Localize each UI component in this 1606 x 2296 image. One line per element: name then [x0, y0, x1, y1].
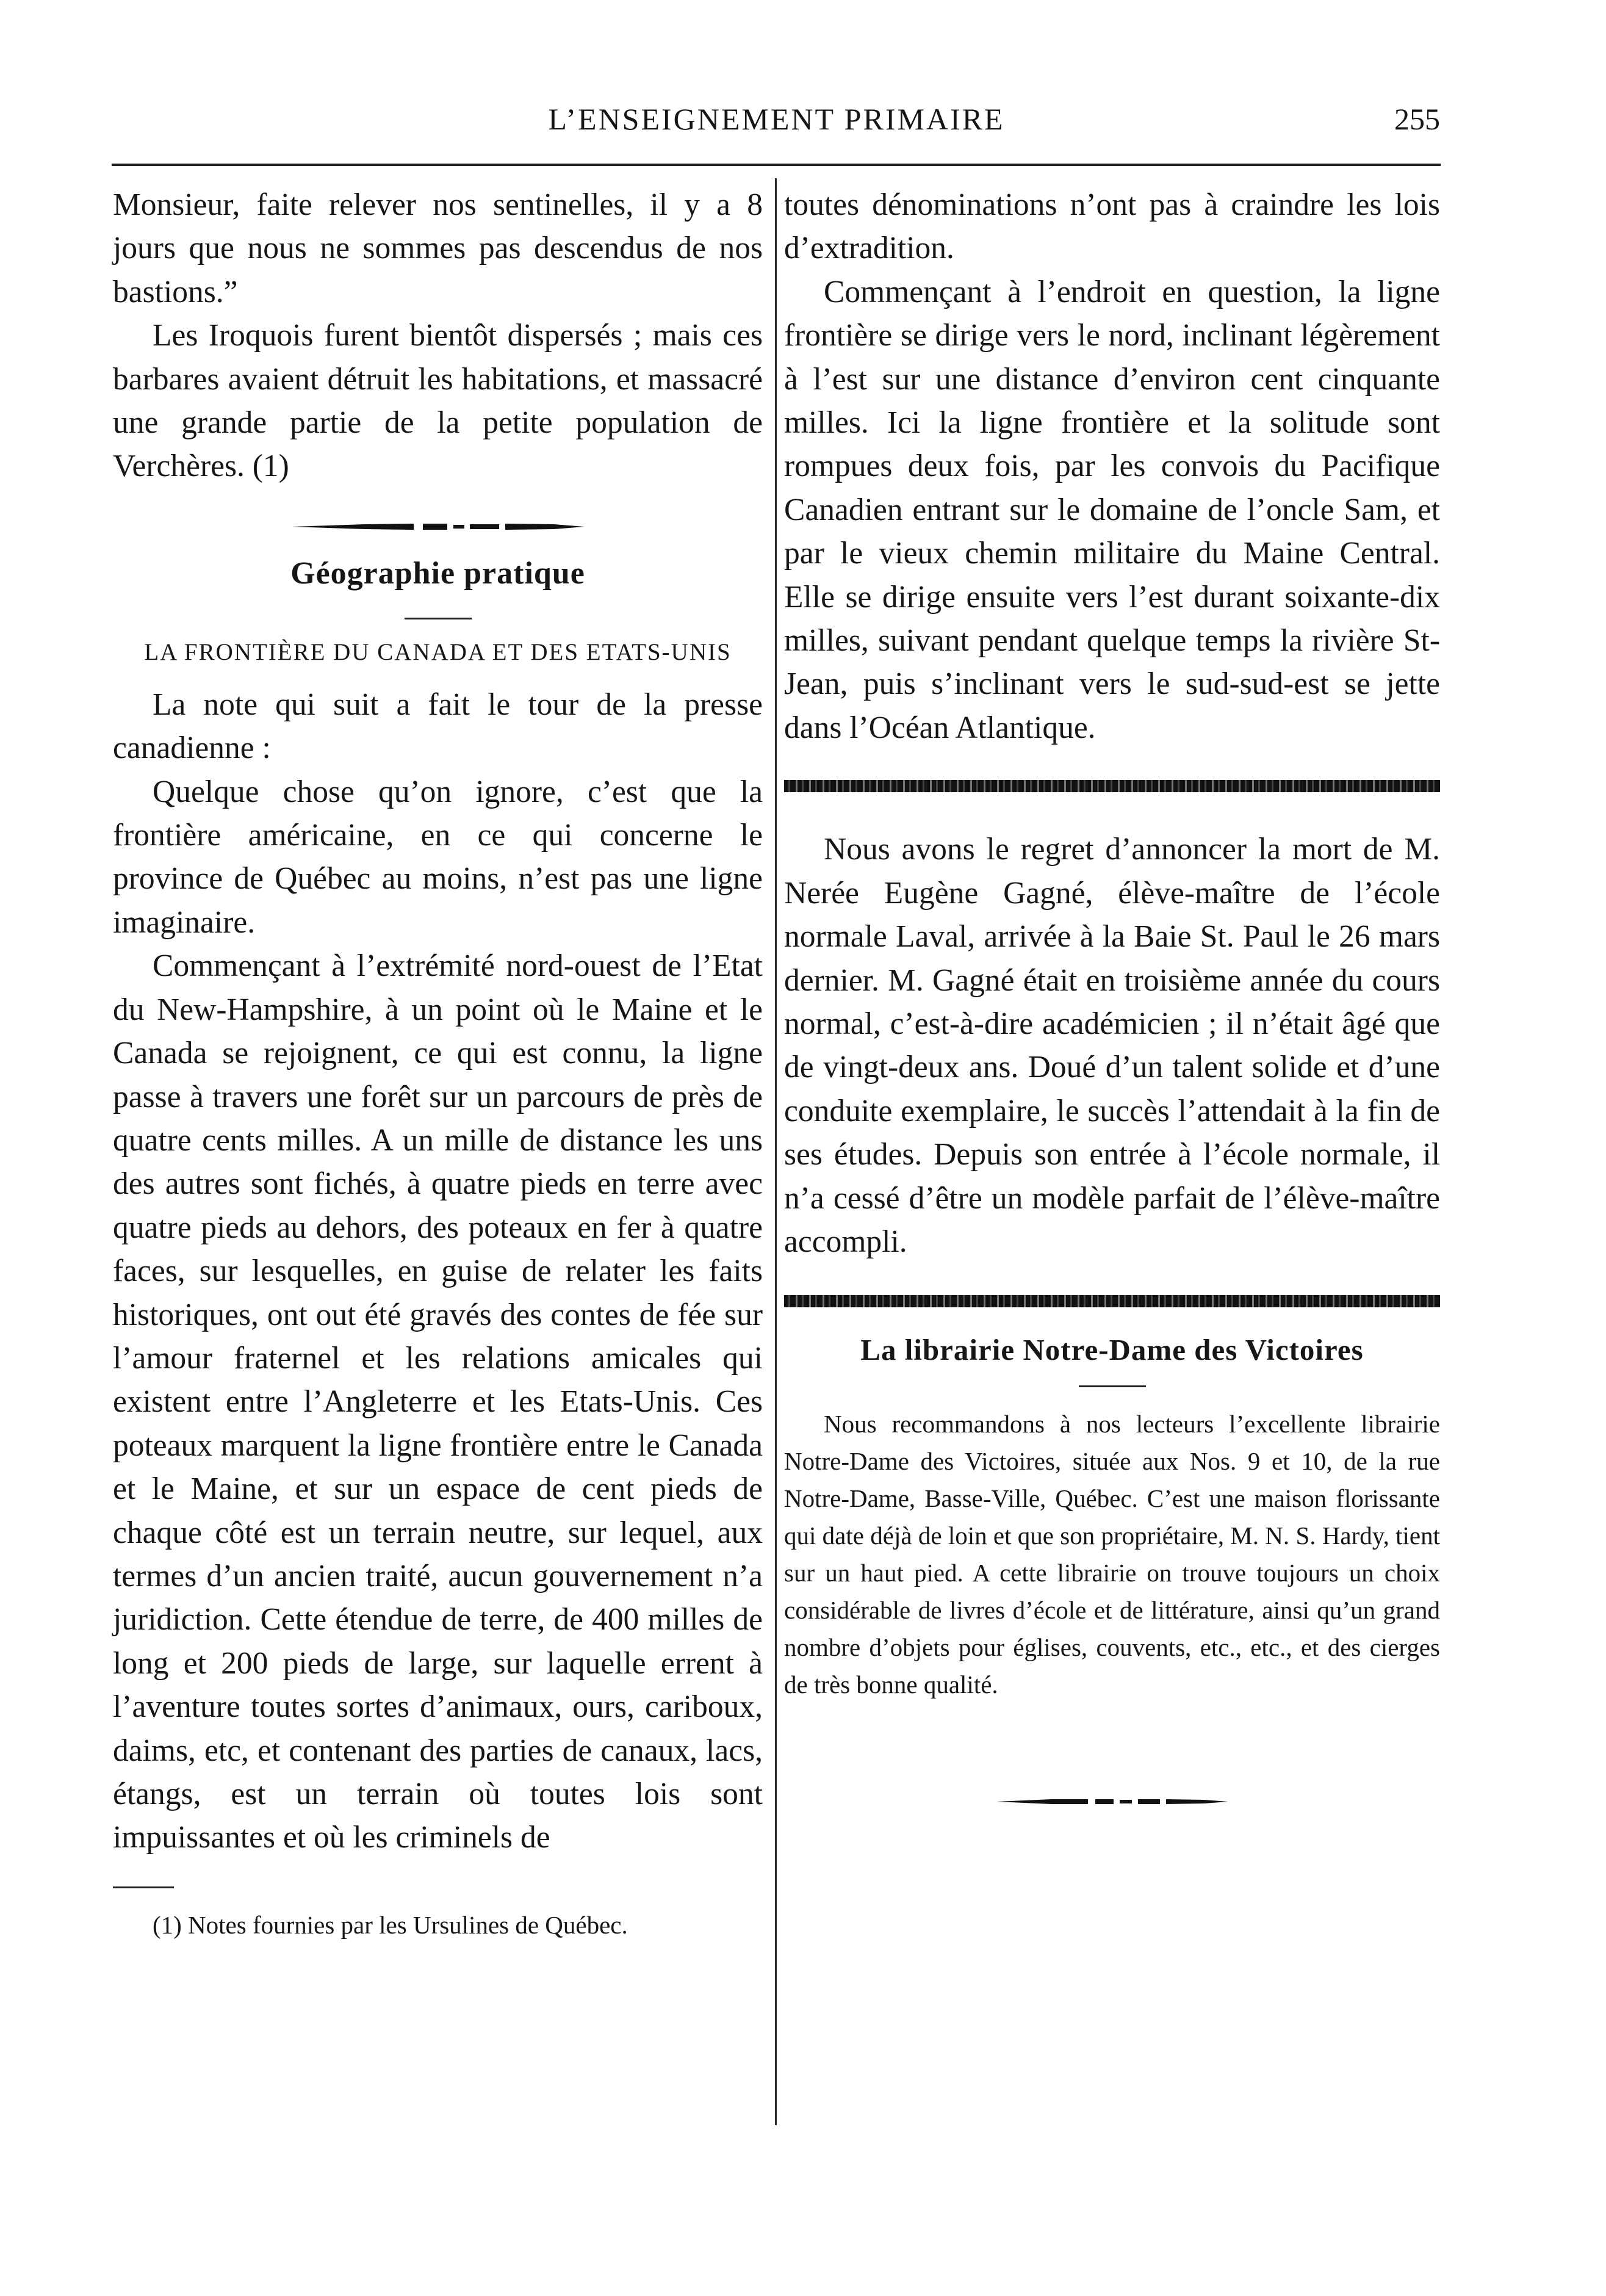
header-rule [112, 164, 1441, 166]
separator-bar [784, 1295, 1440, 1307]
right-column [784, 183, 1440, 1808]
column-divider [775, 178, 777, 2125]
page-header [113, 92, 1440, 146]
right-paragraph-2: Commençant à l’endroit en question, la ligne frontière se dirige vers le nord, inclinant légèrement à l’est sur une distance d’environ cent cinquante milles. Ici la ligne frontière et la solitude sont rompues deux fois, par les convois du Pacifique Canadien entrant sur le domaine de l’oncle Sam, et par le vieux chemin militaire du Maine Central. Elle se dirige ensuite vers l’est durant soixante-dix milles, suivant pendant quelque temps la rivière St-Jean, puis s’inclinant vers le sud-sud-est se jette dans l’Océan Atlantique. [784, 274, 1440, 745]
right-paragraph-4: Nous recommandons à nos lecteurs l’excellente librairie Notre-Dame des Victoires, située aux Nos. 9 et 10, de la rue Notre-Dame, Basse-Ville, Québec. C’est une maison florissante qui date déjà de loin et que son propriétaire, M. N. S. Hardy, tient sur un haut pied. A cette librairie on trouve toujours un choix considérable de livres d’école et de littérature, ainsi qu’un grand nombre d’objets pour églises, couvents, etc., etc., et des cierges de très bonne qualité. [784, 1410, 1440, 1699]
left-paragraph-5: Commençant à l’extrémité nord-ouest de l’Etat du New-Hampshire, à un point où le Maine et le Canada se rejoignent, ce qui est connu, la ligne passe à travers une forêt sur un parcours de près de quatre cents milles. A un mille de distance les uns des autres sont fichés, à quatre pieds en terre avec quatre pieds au dehors, des poteaux en fer à quatre faces, sur lesquelles, en guise de relater les faits historiques, ont out été gravés des contes de fée sur l’amour fraternel et les relations amicales qui existent entre l’Angleterre et les Etats-Unis. Ces poteaux marquent la ligne frontière entre le Canada et le Maine, et sur un espace de cent pieds de chaque côté est un terrain neutre, sur lequel, aux termes d’un ancien traité, aucun gouvernement n’a juridiction. Cette étendue de terre, de 400 milles de long et 200 pieds de large, sur laquelle errent à l’aventure toutes sortes d’animaux, ours, cariboux, daims, etc, et contenant des parties de canaux, lacs, étangs, est un terrain où toutes lois sont impuissantes et où les criminels de [113, 948, 763, 1855]
section-subheading: LA FRONTIÈRE DU CANADA ET DES ETATS-UNIS [144, 638, 732, 665]
section-ornament [292, 519, 585, 535]
section-title: La librairie Notre-Dame des Victoires [860, 1333, 1364, 1367]
title-rule [405, 618, 472, 619]
left-column [113, 183, 763, 1943]
footnote-rule [113, 1886, 174, 1888]
left-paragraph-4: Quelque chose qu’on ignore, c’est que la frontière américaine, en ce qui concerne le province de Québec au moins, n’est pas une ligne imaginaire. [113, 774, 763, 940]
left-paragraph-1: Monsieur, faite relever nos sentinelles, il y a 8 jours que nous ne sommes pas descendus de nos bastions.” [113, 187, 763, 309]
title-rule [1079, 1385, 1146, 1387]
section-title: Géographie pratique [290, 555, 585, 591]
closing-ornament [996, 1795, 1228, 1808]
left-paragraph-3: La note qui suit a fait le tour de la presse canadienne : [113, 687, 763, 766]
running-title: L’ENSEIGNEMENT PRIMAIRE [548, 102, 1005, 136]
right-paragraph-1: toutes dénominations n’ont pas à craindre les lois d’extradition. [784, 187, 1440, 266]
footnote: (1) Notes fournies par les Ursulines de Québec. [153, 1910, 628, 1939]
page-number: 255 [1394, 102, 1440, 136]
separator-bar [784, 780, 1440, 792]
right-paragraph-3: Nous avons le regret d’annoncer la mort de M. Nerée Eugène Gagné, élève-maître de l’école normale Laval, arrivée à la Baie St. Paul le 26 mars dernier. M. Gagné était en troisième année du cours normal, c’est-à-dire académicien ; il n’était âgé que de vingt-deux ans. Doué d’un talent solide et d’une conduite exemplaire, le succès l’attendait à la fin de ses études. Depuis son entrée à l’école normale, il n’a cessé d’être un modèle parfait de l’élève-maître accompli. [784, 832, 1440, 1259]
left-paragraph-2: Les Iroquois furent bientôt dispersés ; mais ces barbares avaient détruit les habitations, et massacré une grande partie de la petite population de Verchères. (1) [113, 318, 763, 484]
